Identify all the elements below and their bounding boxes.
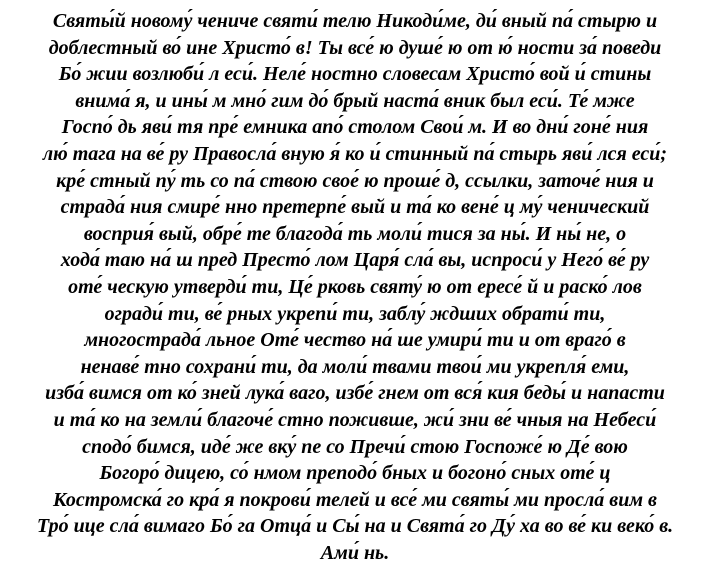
prayer-line: кре́ стный пу́ ть со па́ ствою свое́ ю проше́ д, ссылки, заточе́ ния и <box>56 169 654 192</box>
prayer-line: Костромска́ го кра́ я покрови́ телей и все́ ми святы́ ми просла́ вим в <box>53 488 657 511</box>
prayer-line: лю́ тага на ве́ ру Правосла́ вную я́ ко и́ стинный па́ стырь яви́ лся еси́; <box>42 142 668 165</box>
prayer-line: Ами́ нь. <box>320 541 390 564</box>
prayer-line: Богоро́ дицею, со́ нмом преподо́ бных и богоно́ сных оте́ ц <box>99 462 611 485</box>
prayer-line: изба́ вимся от ко́ зней лука́ ваго, избе́ гнем от вся́ кия беды́ и напасти <box>45 382 665 405</box>
prayer-line: и та́ ко на земли́ благоче́ стно поживше, жи́ зни ве́ чныя на Небеси́ <box>53 408 657 431</box>
prayer-line: внима́ я, и ины́ м мно́ гим до́ брый наста́ вник был еси́. Те́ мже <box>75 89 635 112</box>
prayer-line: хода́ таю на́ ш пред Престо́ лом Царя́ сла́ вы, испроси́ у Него́ ве́ ру <box>60 249 650 272</box>
prayer-line: сподо́ бимся, иде́ же вку́ пе со Пречи́ стою Госпоже́ ю Де́ вою <box>82 435 628 458</box>
prayer-line: Тро́ ице сла́ вимаго Бо́ га Отца́ и Сы́ на и Свята́ го Ду́ ха во ве́ ки веко́ в. <box>36 515 674 538</box>
prayer-line: Святы́й новому́ чениче святи́ телю Никоди́ме, ди́ вный па́ стырю и <box>52 10 658 32</box>
prayer-line: Госпо́ дь яви́ тя пре́ емника апо́ столом Свои́ м. И во дни́ гоне́ ния <box>61 116 649 139</box>
prayer-line: многострада́ льное Оте́ чество на́ ше умири́ ти и от враго́ в <box>84 329 626 352</box>
prayer-line: оте́ ческую утверди́ ти, Це́ рковь святу́ ю от ересе́ й и раско́ лов <box>68 275 642 298</box>
prayer-line: восприя́ вый, обре́ те благода́ ть моли́ тися за ны́. И ны́ не, о <box>83 222 627 245</box>
prayer-line: Бо́ жии возлюби́ л еси́. Неле́ ностно словесам Христо́ вой и́ стины <box>58 63 652 86</box>
prayer-line: страда́ ния смире́ нно претерпе́ вый и та́ ко вене́ ц му́ ченический <box>60 196 650 219</box>
prayer-line: огради́ ти, ве́ рных укрепи́ ти, заблу́ ждших обрати́ ти, <box>104 302 606 325</box>
prayer-line: доблестный во́ ине Христо́ в! Ты все́ ю душе́ ю от ю́ ности за́ поведи <box>48 36 662 59</box>
prayer-line: ненаве́ тно сохрани́ ти, да моли́ твами твои́ ми укрепля́ еми, <box>80 355 630 378</box>
prayer-text <box>14 8 696 566</box>
